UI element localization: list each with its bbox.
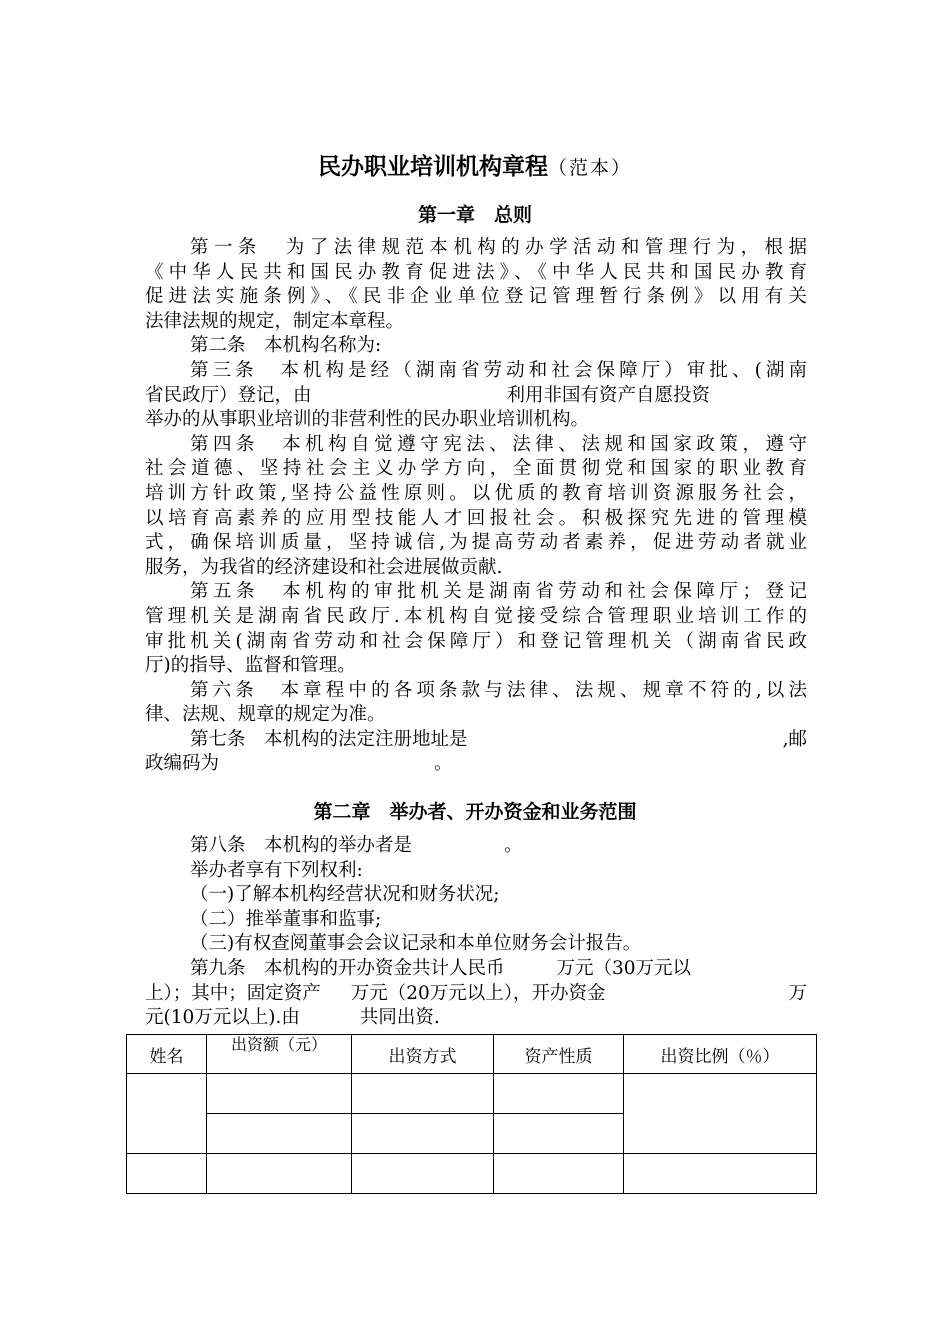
table-cell[interactable] — [352, 1154, 494, 1194]
article-4-line: 第四条 本机构自觉遵守宪法、法律、法规和国家政策，遵守 — [190, 433, 807, 455]
header-name: 姓名 — [127, 1035, 207, 1074]
table-cell[interactable] — [207, 1074, 352, 1114]
article-8-text: 第八条 本机构的举办者是 — [190, 835, 413, 856]
header-asset-type: 资产性质 — [494, 1035, 624, 1074]
article-9-text: 万 — [788, 982, 807, 1004]
table-row — [127, 1074, 817, 1114]
article-4-line: 社会道德、坚持社会主义办学方向，全面贯彻党和国家的职业教育 — [145, 458, 807, 480]
title-main: 民办职业培训机构章程 — [317, 154, 548, 180]
article-7-text: ,邮 — [782, 728, 807, 750]
table-header-row — [127, 1035, 817, 1074]
article-7-text: 政编码为 — [145, 753, 220, 775]
table-cell[interactable] — [207, 1154, 352, 1194]
article-5-line: 第五条 本机构的审批机关是湖南省劳动和社会保障厅；登记 — [190, 581, 807, 603]
header-amount — [207, 1035, 352, 1074]
article-3-line: 第三条 本机构是经（湖南省劳动和社会保障厅）审批、(湖南 — [190, 359, 807, 381]
article-9-text: 第九条 本机构的开办资金共计人民币 — [190, 957, 505, 979]
article-7-line — [145, 752, 807, 777]
article-9-text: 元(10万元以上).由 — [145, 1007, 300, 1029]
article-9-line — [145, 1006, 807, 1031]
article-8-text: 。 — [504, 835, 523, 856]
article-7-line — [145, 728, 807, 753]
article-3-line: 举办的从事职业培训的非营利性的民办职业培训机构。 — [145, 409, 590, 431]
article-8-line: 举办者享有下列权利: — [190, 859, 363, 881]
table-cell[interactable] — [624, 1154, 817, 1194]
table-cell[interactable] — [352, 1074, 494, 1114]
article-8-line: （二）推举董事和监事; — [190, 908, 382, 930]
chapter-1-heading: 第一章 总则 — [417, 204, 532, 226]
chapter-1-body — [145, 236, 807, 777]
table-cell[interactable] — [494, 1074, 624, 1114]
article-8-line — [145, 834, 807, 859]
article-9-line — [145, 957, 807, 982]
header-method: 出资方式 — [352, 1035, 494, 1074]
article-2-line: 第二条 本机构名称为: — [190, 335, 382, 357]
article-1-line: 第一条 为了法律规范本机构的办学活动和管理行为，根据 — [190, 237, 807, 258]
article-4-line: 培训方针政策,坚持公益性原则。以优质的教育培训资源服务社会， — [145, 482, 807, 504]
article-3-line — [145, 384, 807, 409]
funding-table — [126, 1034, 817, 1194]
article-4-line: 服务，为我省的经济建设和社会进展做贡献. — [145, 556, 503, 578]
table-cell[interactable] — [624, 1074, 817, 1154]
table-cell[interactable] — [494, 1154, 624, 1194]
article-8-line: （一)了解本机构经营状况和财务状况; — [190, 884, 500, 906]
article-9-text: 上）；其中；固定资产 — [145, 982, 321, 1004]
article-5-line: 审批机关(湖南省劳动和社会保障厅）和登记管理机关（湖南省民政 — [145, 630, 807, 652]
table-cell[interactable] — [127, 1154, 207, 1194]
article-8-line: （三)有权查阅董事会会议记录和本单位财务会计报告。 — [190, 933, 642, 955]
table-cell[interactable] — [494, 1114, 624, 1154]
article-3-text: 利用非国有资产自愿投资 — [506, 384, 711, 406]
title-sub: （范本） — [547, 157, 632, 179]
article-6-line: 律、法规、规章的规定为准。 — [145, 704, 386, 726]
article-7-text: 第七条 本机构的法定注册地址是 — [190, 728, 468, 750]
article-6-line: 第六条 本章程中的各项条款与法律、法规、规章不符的,以法 — [190, 679, 807, 701]
article-5-line: 管理机关是湖南省民政厅.本机构自觉接受综合管理职业培训工作的 — [145, 605, 807, 627]
article-4-line: 以培育高素养的应用型技能人才回报社会。积极探究先进的管理模 — [145, 507, 807, 529]
article-1-line: 法律法规的规定，制定本章程。 — [145, 310, 405, 332]
table-cell[interactable] — [352, 1114, 494, 1154]
article-9-text: 万元（20万元以上），开办资金 — [350, 982, 606, 1004]
chapter-2-body — [145, 834, 807, 1031]
article-5-line: 厅)的指导、监督和管理。 — [145, 655, 356, 677]
article-1-line: 促进法实施条例》、《民非企业单位登记管理暂行条例》以用有关 — [145, 286, 807, 308]
table-row — [127, 1154, 817, 1194]
header-amount-text: 出资额（元） — [230, 1036, 327, 1054]
table-cell[interactable] — [207, 1114, 352, 1154]
table-cell[interactable] — [127, 1074, 207, 1154]
article-7-text: 。 — [434, 753, 453, 775]
article-3-text: 省民政厅）登记，由 — [145, 384, 312, 406]
article-4-line: 式，确保培训质量，坚持诚信,为提高劳动者素养，促进劳动者就业 — [145, 532, 807, 554]
document-title — [0, 148, 950, 181]
article-9-line — [145, 982, 807, 1007]
article-9-text: 共同出资. — [359, 1007, 440, 1029]
chapter-2-heading: 第二章 举办者、开办资金和业务范围 — [313, 801, 637, 823]
article-9-text: 万元（30万元以 — [556, 957, 692, 979]
article-1-line: 《中华人民共和国民办教育促进法》、《中华人民共和国民办教育 — [145, 261, 807, 283]
header-ratio: 出资比例（％） — [624, 1035, 817, 1074]
